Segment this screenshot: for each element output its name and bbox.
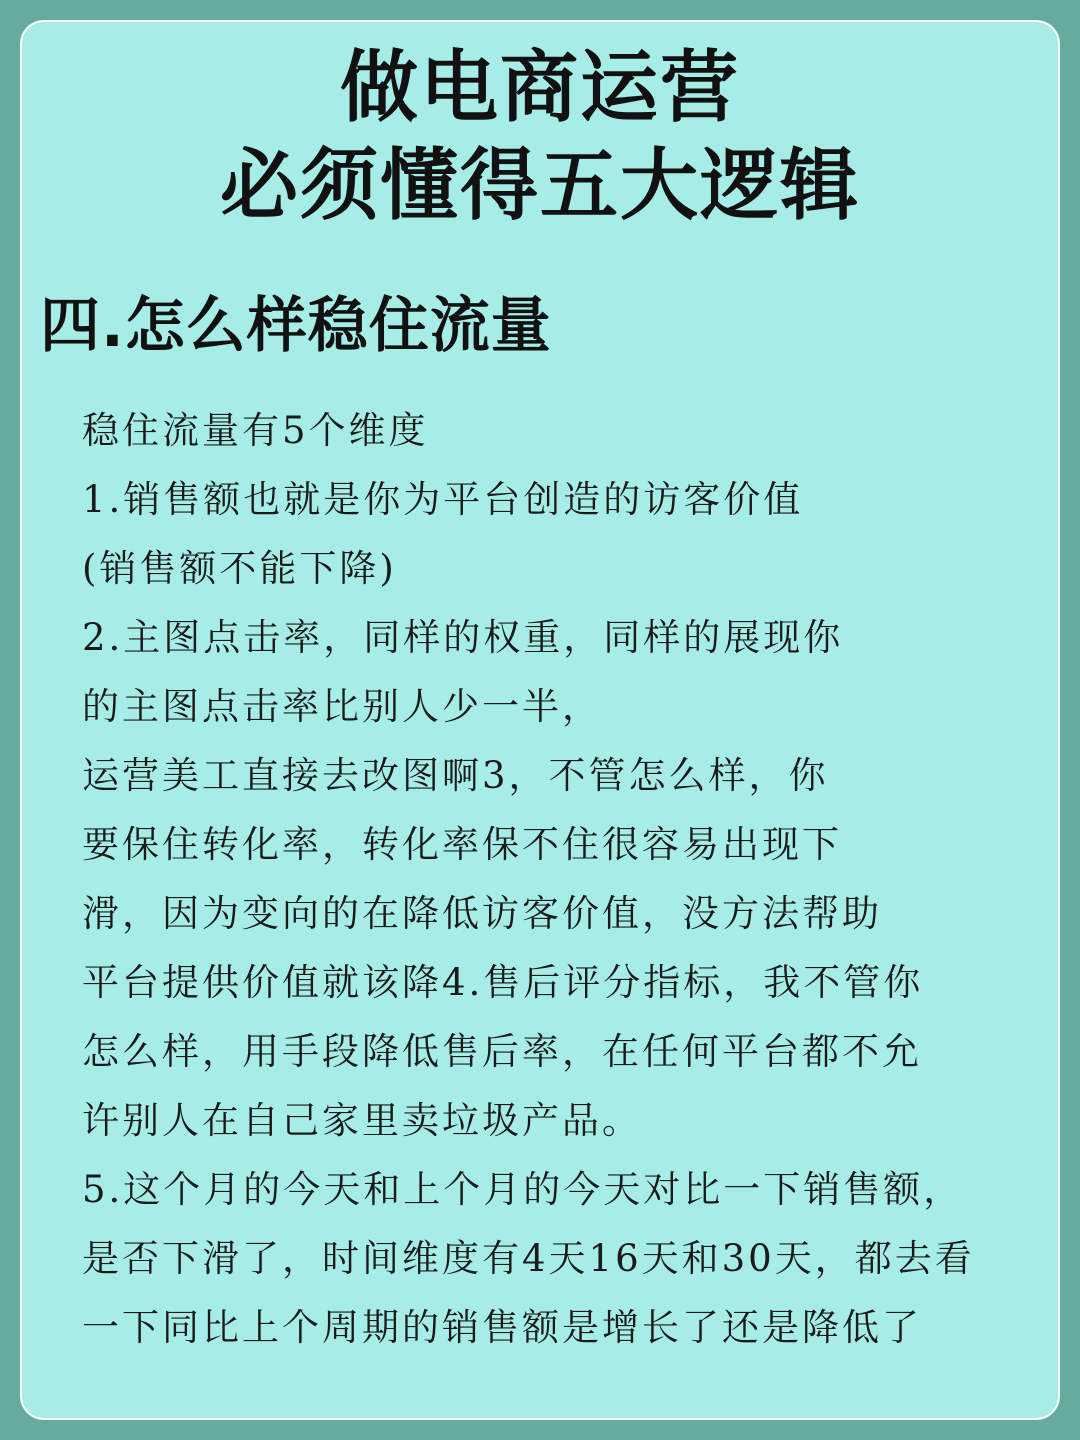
page-title-line-2: 必须懂得五大逻辑	[219, 141, 860, 231]
body-line: 2.主图点击率，同样的权重，同样的展现你	[82, 616, 844, 659]
body-line: 稳住流量有5个维度	[82, 409, 429, 452]
section-heading: 四.怎么样稳住流量	[40, 291, 552, 361]
body-line: 1.销售额也就是你为平台创造的访客价值	[82, 478, 804, 521]
page-title-line-1: 做电商运营	[339, 43, 740, 133]
body-line: 5.这个月的今天和上个月的今天对比一下销售额，	[82, 1168, 964, 1211]
body-line: 平台提供价值就该降4.售后评分指标，我不管你	[82, 961, 924, 1004]
body-line: 一下同比上个周期的销售额是增长了还是降低了	[82, 1306, 922, 1349]
body-line: 怎么样，用手段降低售后率，在任何平台都不允	[82, 1030, 922, 1073]
body-line: 运营美工直接去改图啊3，不管怎么样，你	[82, 754, 829, 797]
body-line: 滑，因为变向的在降低访客价值，没方法帮助	[82, 892, 882, 935]
body-line: 许别人在自己家里卖垃圾产品。	[82, 1099, 642, 1142]
body-line: (销售额不能下降)	[82, 547, 397, 590]
body-line: 的主图点击率比别人少一半，	[82, 685, 602, 728]
body-line: 是否下滑了，时间维度有4天16天和30天，都去看	[82, 1237, 975, 1280]
body-line: 要保住转化率，转化率保不住很容易出现下	[82, 823, 842, 866]
body-text	[82, 396, 1042, 1362]
